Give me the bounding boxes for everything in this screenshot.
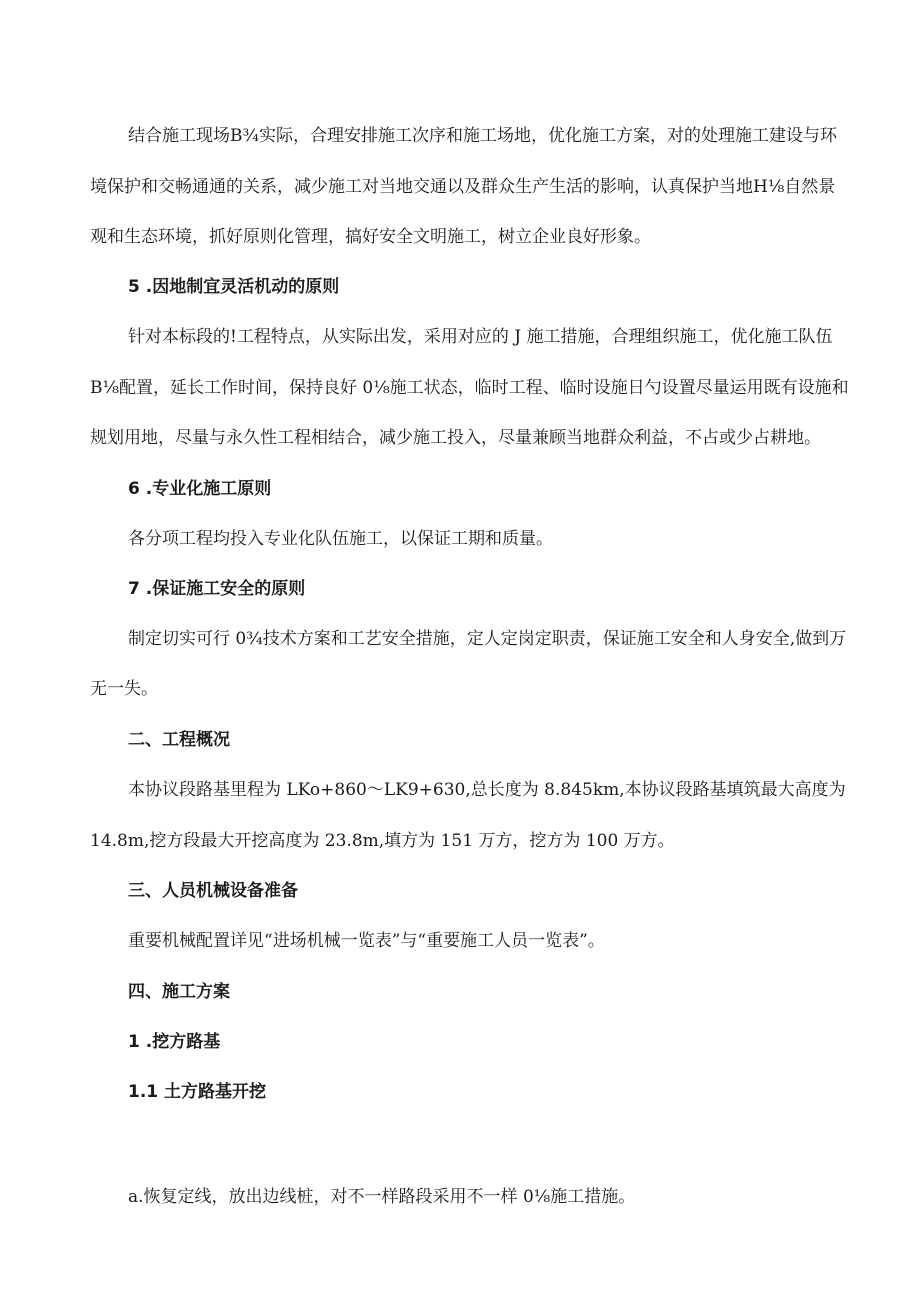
section-heading: 三、人员机械设备准备 [128, 881, 298, 901]
section-heading: 二、工程概况 [128, 730, 230, 750]
subsection-heading: 1 .挖方路基 [128, 1032, 221, 1052]
paragraph-line: 本协议段路基里程为 LKo+860～LK9+630,总长度为 8.845km,本协议段路基填筑最大高度为 [128, 780, 846, 800]
paragraph-line: 制定切实可行 0¾技术方案和工艺安全措施，定人定岗定职责，保证施工安全和人身安全,做到万 [128, 629, 847, 649]
section-heading: 6 .专业化施工原则 [128, 479, 272, 499]
paragraph-line: 重要机械配置详见“进场机械一览表”与“重要施工人员一览表”。 [128, 931, 605, 951]
subsection-heading: 1.1 土方路基开挖 [128, 1082, 267, 1102]
section-heading: 7 .保证施工安全的原则 [128, 579, 306, 599]
section-heading: 5 .因地制宜灵活机动的原则 [128, 277, 340, 297]
paragraph-line: B⅛配置，延长工作时间，保持良好 0⅛施工状态，临时工程、临时设施日勺设置尽量运用既有设施和 [90, 378, 849, 398]
section-heading: 四、施工方案 [128, 982, 230, 1002]
paragraph-line: 无一失。 [90, 679, 158, 699]
paragraph-line: a.恢复定线，放出边线桩，对不一样路段采用不一样 0⅛施工措施。 [128, 1187, 636, 1207]
paragraph-line: 14.8m,挖方段最大开挖高度为 23.8m,填方为 151 万方，挖方为 100 万方。 [90, 831, 675, 851]
paragraph-line: 各分项工程均投入专业化队伍施工，以保证工期和质量。 [128, 529, 553, 549]
paragraph-line: 规划用地，尽量与永久性工程相结合，减少施工投入，尽量兼顾当地群众利益，不占或少占耕地。 [90, 428, 821, 448]
paragraph-line: 针对本标段的!工程特点，从实际出发，采用对应的 J 施工措施，合理组织施工，优化施工队伍 [128, 327, 833, 347]
paragraph-line: 结合施工现场B¾实际，合理安排施工次序和施工场地，优化施工方案，对的处理施工建设与环 [128, 126, 837, 146]
paragraph-line: 观和生态环境，抓好原则化管理，搞好安全文明施工，树立企业良好形象。 [90, 227, 651, 247]
paragraph-line: 境保护和交畅通通的关系，减少施工对当地交通以及群众生产生活的影响，认真保护当地H⅛自然景 [90, 177, 836, 197]
